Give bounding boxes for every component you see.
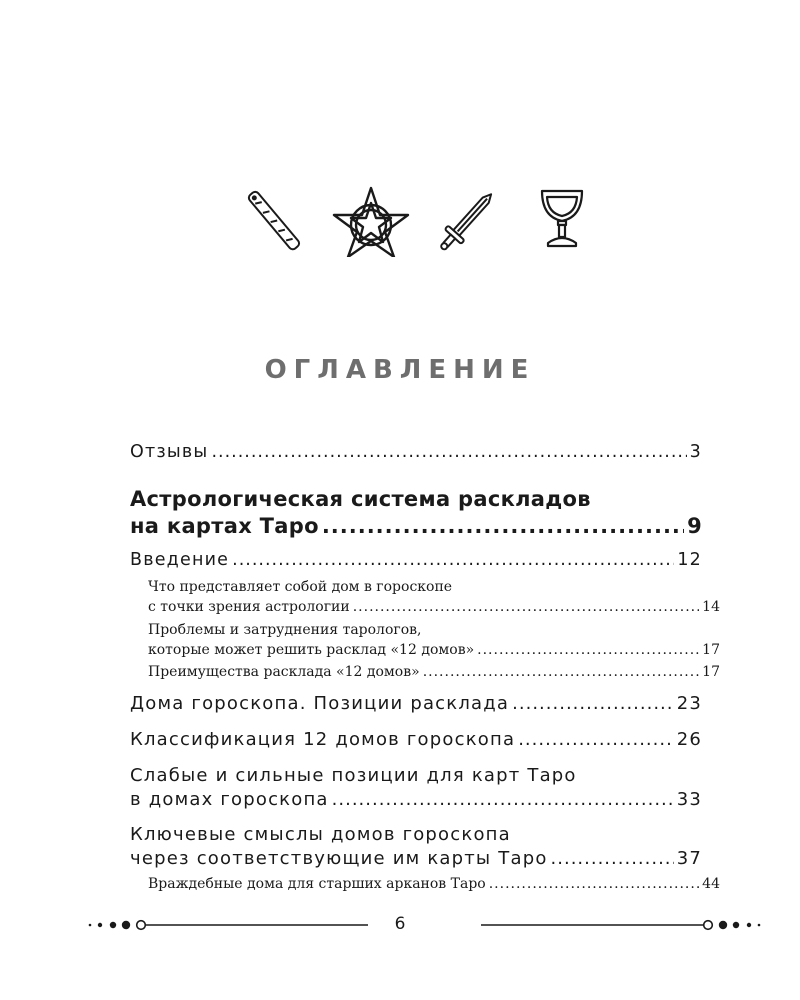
toc-entry-title: Преимущества расклада «12 домов» bbox=[148, 664, 420, 680]
toc-entry[interactable] bbox=[130, 764, 702, 812]
sword-icon bbox=[434, 185, 500, 257]
toc-entry-page: 33 bbox=[676, 789, 702, 810]
dot-leader bbox=[232, 548, 674, 572]
toc-entry-title-line1: Проблемы и затруднения тарологов, bbox=[148, 622, 422, 638]
toc-entry-page: 23 bbox=[676, 693, 702, 714]
dot-leader bbox=[211, 440, 686, 464]
toc-subentry[interactable] bbox=[130, 577, 720, 617]
page-footer bbox=[0, 914, 800, 936]
cup-icon bbox=[538, 185, 586, 251]
tarot-suits-emblems bbox=[0, 185, 800, 260]
wand-icon bbox=[244, 185, 306, 257]
toc-entry-title-line1: Ключевые смыслы домов гороскопа bbox=[130, 824, 511, 845]
toc-entry-page: 26 bbox=[676, 729, 702, 750]
toc-entry-title: на картах Таро bbox=[130, 514, 319, 538]
dot-leader bbox=[512, 692, 674, 716]
toc-entry-title: Классификация 12 домов гороскопа bbox=[130, 729, 516, 750]
toc-subentry[interactable] bbox=[130, 620, 720, 660]
toc-entry-title-line1: Астрологическая система раскладов bbox=[130, 487, 591, 511]
dot-leader bbox=[489, 874, 699, 894]
dot-leader bbox=[477, 640, 699, 660]
toc-subentry[interactable] bbox=[130, 662, 720, 682]
dot-leader bbox=[423, 662, 699, 682]
toc-subentry[interactable] bbox=[130, 874, 720, 894]
page-title: ОГЛАВЛЕНИЕ bbox=[264, 355, 536, 385]
toc-entry-page: 9 bbox=[687, 514, 702, 538]
toc-entry-title: Дома гороскопа. Позиции расклада bbox=[130, 693, 510, 714]
toc-entry[interactable] bbox=[130, 692, 702, 716]
dot-leader bbox=[322, 513, 684, 540]
toc-entry[interactable] bbox=[130, 728, 702, 752]
toc-entry-title-line1: Слабые и сильные позиции для карт Таро bbox=[130, 765, 577, 786]
pentacle-icon bbox=[332, 185, 410, 257]
toc-entry-page: 44 bbox=[702, 876, 720, 892]
toc-entry-page: 12 bbox=[677, 550, 702, 570]
toc-entry[interactable] bbox=[130, 548, 702, 572]
page-number: 6 bbox=[394, 914, 406, 934]
toc-entry-page: 17 bbox=[702, 642, 720, 658]
dot-leader bbox=[353, 597, 699, 617]
toc-entry-page: 37 bbox=[676, 848, 702, 869]
toc-entry-title: которые может решить расклад «12 домов» bbox=[148, 642, 475, 658]
table-of-contents bbox=[130, 440, 720, 894]
toc-entry-page: 14 bbox=[702, 599, 720, 615]
toc-entry-title: с точки зрения астрологии bbox=[148, 599, 350, 615]
dot-leader bbox=[518, 728, 673, 752]
dot-leader bbox=[332, 788, 674, 812]
toc-entry-title: через соответствующие им карты Таро bbox=[130, 848, 548, 869]
dot-leader bbox=[551, 847, 674, 871]
toc-entry-title-line1: Что представляет собой дом в гороскопе bbox=[148, 579, 453, 595]
toc-entry-title: Отзывы bbox=[130, 442, 209, 462]
toc-entry-title: Враждебные дома для старших арканов Таро bbox=[148, 876, 486, 892]
footer-ornament-right bbox=[473, 917, 763, 933]
toc-entry[interactable] bbox=[130, 823, 702, 871]
toc-entry[interactable] bbox=[130, 440, 702, 464]
toc-entry-page: 3 bbox=[689, 442, 702, 462]
toc-entry-title: Введение bbox=[130, 550, 230, 570]
toc-entry-title: в домах гороскопа bbox=[130, 789, 329, 810]
toc-entry-page: 17 bbox=[702, 664, 720, 680]
toc-entry[interactable] bbox=[130, 486, 702, 540]
